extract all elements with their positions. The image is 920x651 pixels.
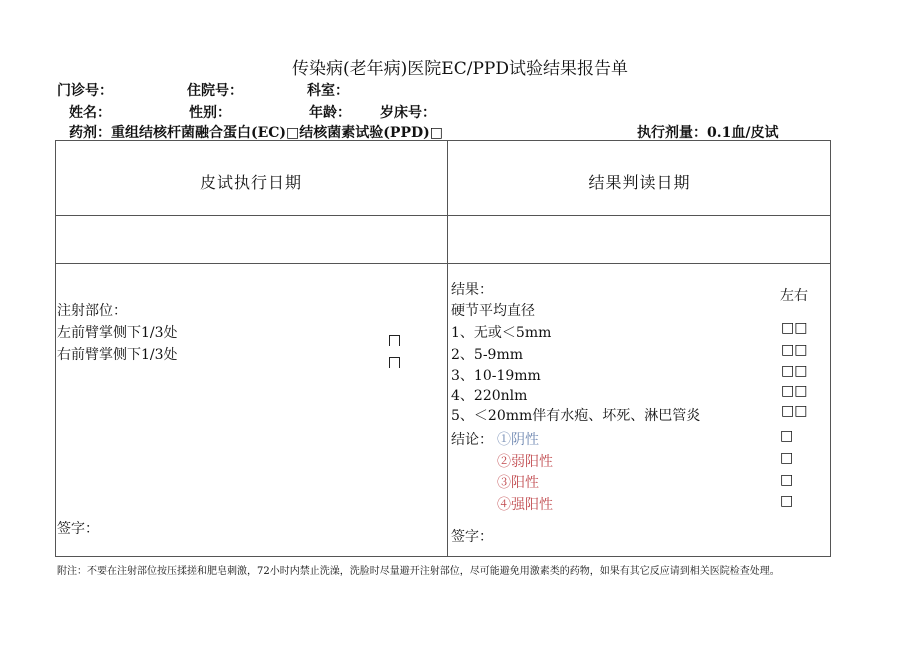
diameter-3-checkboxes[interactable]: □□ — [781, 363, 808, 379]
conclusion-negative-checkbox[interactable]: □ — [780, 428, 794, 444]
diameter-1-checkboxes[interactable]: □□ — [781, 320, 808, 336]
drug-line: 药剂：重组结核杆菌融合蛋白(EC)□结核菌素试验(PPD)□ — [69, 125, 443, 141]
diameter-5-checkboxes[interactable]: □□ — [781, 403, 808, 419]
diameter-4-checkboxes[interactable]: □□ — [781, 383, 808, 399]
diameter-2-checkboxes[interactable]: □□ — [781, 342, 808, 358]
table-row-divider-2 — [55, 263, 831, 264]
table-column-divider — [447, 140, 448, 557]
diameter-option-3: 3、10-19mm — [451, 368, 541, 384]
diameter-label: 硬节平均直径 — [451, 303, 535, 319]
diameter-option-1: 1、无或＜5mm — [451, 325, 552, 341]
result-label: 结果： — [451, 282, 493, 298]
footnote: 附注：不要在注射部位按压揉搓和肥皂刺激，72小时内禁止洗澡，洗脸时尽量避开注射部位，尽可能避免用激素类的药物，如果有其它反应请到相关医院检查处理。 — [57, 566, 780, 577]
conclusion-weak-positive-checkbox[interactable]: □ — [780, 450, 794, 466]
bed-number-label: 岁床号： — [380, 105, 436, 121]
right-forearm-checkbox[interactable] — [389, 353, 400, 372]
patient-name-label: 姓名： — [69, 105, 111, 121]
clinic-number-label: 门诊号： — [57, 83, 113, 99]
left-signature-label: 签字： — [57, 521, 99, 537]
conclusion-strong-positive-checkbox[interactable]: □ — [780, 493, 794, 509]
conclusion-negative: ①阴性 — [497, 432, 539, 448]
inpatient-number-label: 住院号： — [187, 83, 243, 99]
diameter-option-5: 5、＜20mm伴有水疱、坏死、淋巴管炎 — [451, 408, 701, 424]
gender-label: 性别： — [189, 105, 231, 121]
conclusion-positive: ③阳性 — [497, 475, 539, 491]
dose-line: 执行剂量：0.1血/皮试 — [637, 125, 779, 141]
age-label: 年龄： — [309, 105, 351, 121]
diameter-option-4: 4、220nlm — [451, 388, 528, 404]
site-option-left-forearm: 左前臂掌侧下1/3处 — [57, 325, 178, 341]
department-label: 科室： — [307, 83, 349, 99]
conclusion-strong-positive: ④强阳性 — [497, 497, 553, 513]
left-forearm-checkbox[interactable] — [389, 331, 400, 350]
diameter-option-2: 2、5-9mm — [451, 347, 524, 363]
right-signature-label: 签字： — [451, 529, 493, 545]
test-date-header: 皮试执行日期 — [199, 173, 302, 192]
conclusion-weak-positive: ②弱阳性 — [497, 454, 553, 470]
left-right-label: 左右 — [780, 288, 808, 304]
conclusion-label: 结论： — [451, 432, 493, 448]
injection-site-label: 注射部位： — [57, 303, 127, 319]
page-title: 传染病(老年病)医院EC/PPD试验结果报告单 — [292, 59, 628, 79]
table-row-divider-1 — [55, 215, 831, 216]
conclusion-positive-checkbox[interactable]: □ — [780, 472, 794, 488]
site-option-right-forearm: 右前臂掌侧下1/3处 — [57, 347, 178, 363]
reading-date-header: 结果判读日期 — [588, 173, 691, 192]
